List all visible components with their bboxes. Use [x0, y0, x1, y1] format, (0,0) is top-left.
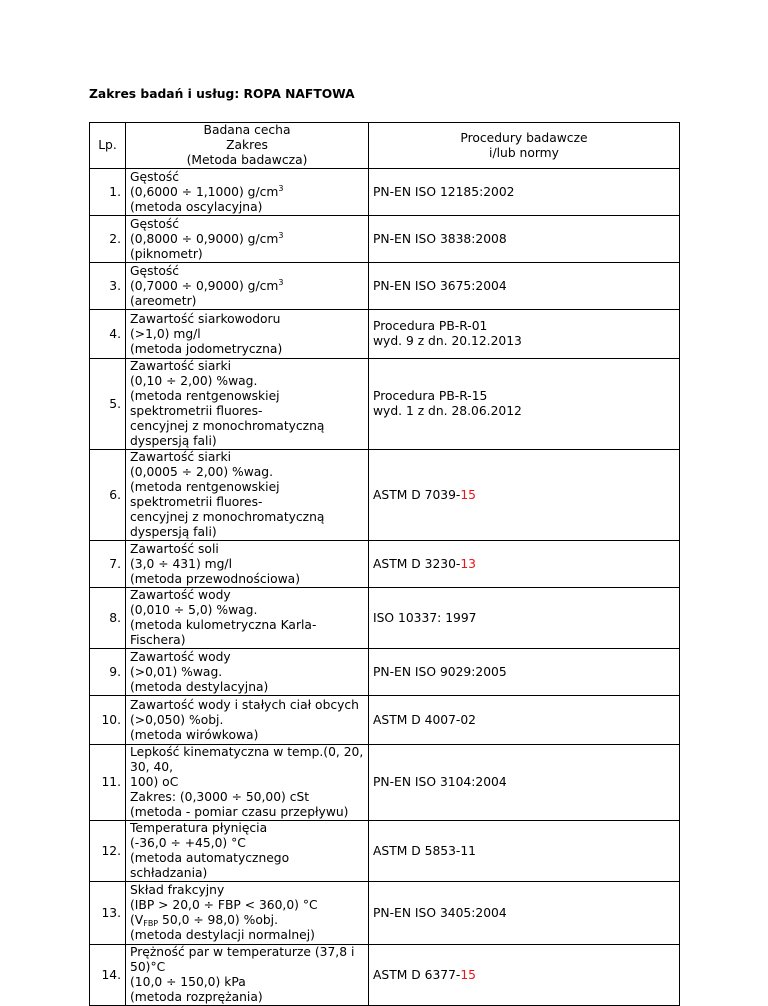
feature-line — [130, 185, 364, 200]
table-row — [90, 945, 680, 1006]
header-row — [90, 123, 680, 169]
feature-line: Zawartość siarkowodoru — [130, 311, 281, 326]
feature-line: (metoda rentgenowskiej spektrometrii fluores- — [130, 389, 280, 418]
feature-line: (metoda przewodnościowa) — [130, 571, 301, 586]
feature-line: Temperatura płynięcia — [130, 821, 268, 835]
row-procedure — [369, 821, 680, 882]
feature-line: (metoda destylacyjna) — [130, 679, 269, 694]
header-feature-line: Zakres — [226, 138, 268, 152]
feature-line: Gęstość — [130, 216, 180, 231]
feature-line: (0,10 ÷ 2,00) %wag. — [130, 374, 258, 388]
feature-text: (V — [130, 913, 144, 927]
header-procedure-line: Procedury badawcze — [460, 130, 588, 145]
feature-line: (metoda - pomiar czasu przepływu) — [130, 805, 349, 819]
feature-line: cencyjnej z monochromatyczną dyspersją fali) — [130, 419, 325, 448]
row-feature — [126, 649, 369, 696]
row-feature — [126, 882, 369, 945]
feature-line: Gęstość — [130, 169, 180, 184]
row-feature — [126, 821, 369, 882]
feature-line: Lepkość kinematyczna w temp.(0, 20, 30, 40, — [130, 745, 364, 774]
procedure-text: wyd. 9 z dn. 20.12.2013 — [373, 334, 522, 348]
scope-table — [89, 122, 680, 1006]
row-procedure — [369, 696, 680, 745]
feature-line: (>1,0) mg/l — [130, 326, 201, 341]
procedure-text: Procedura PB-R-15 — [373, 389, 488, 403]
row-number: 3. — [90, 263, 126, 310]
feature-line: Zawartość siarki — [130, 450, 231, 464]
feature-line: (metoda wirówkowa) — [130, 727, 259, 742]
revision-highlight: 13 — [460, 556, 477, 571]
page-title: Zakres badań i usług: ROPA NAFTOWA — [89, 87, 355, 101]
feature-line: (0,010 ÷ 5,0) %wag. — [130, 603, 258, 617]
row-number: 14. — [90, 945, 126, 1006]
row-number: 1. — [90, 169, 126, 216]
row-feature — [126, 588, 369, 649]
procedure-text: wyd. 1 z dn. 28.06.2012 — [373, 404, 522, 418]
row-procedure — [369, 588, 680, 649]
feature-line: (areometr) — [130, 293, 197, 308]
row-procedure — [369, 359, 680, 450]
feature-line — [130, 232, 364, 247]
feature-line: Zawartość wody — [130, 649, 231, 664]
header-procedure-line: i/lub normy — [489, 145, 559, 160]
feature-line: 100) oC — [130, 775, 179, 789]
feature-line: (metoda automatycznego schładzania) — [130, 851, 290, 880]
table-row — [90, 588, 680, 649]
procedure-text: ASTM D 6377- — [373, 967, 461, 982]
row-feature — [126, 745, 369, 821]
row-procedure — [369, 169, 680, 216]
feature-line: (>0,050) %obj. — [130, 712, 224, 727]
feature-text: (0,6000 ÷ 1,1000) g/cm — [130, 184, 279, 199]
row-procedure — [369, 263, 680, 310]
row-feature — [126, 696, 369, 745]
procedure-text: ASTM D 7039- — [373, 487, 461, 502]
row-procedure — [369, 450, 680, 541]
revision-highlight: 15 — [460, 967, 477, 982]
feature-line: (metoda kulometryczna Karla-Fischera) — [130, 618, 317, 647]
feature-line: (10,0 ÷ 150,0) kPa — [130, 975, 246, 989]
feature-line: (piknometr) — [130, 246, 203, 261]
row-procedure — [369, 541, 680, 588]
feature-line: (metoda destylacji normalnej) — [130, 928, 315, 942]
feature-line: Prężność par w temperaturze (37,8 i 50)°C — [130, 945, 355, 974]
feature-text: (0,7000 ÷ 0,9000) g/cm — [130, 278, 279, 293]
subscript: FBP — [143, 919, 159, 928]
row-number: 10. — [90, 696, 126, 745]
superscript: 3 — [278, 183, 284, 193]
row-number: 11. — [90, 745, 126, 821]
header-feature — [126, 123, 369, 169]
row-procedure — [369, 649, 680, 696]
table-row — [90, 541, 680, 588]
feature-line: (metoda rentgenowskiej spektrometrii fluores- — [130, 480, 280, 509]
row-number: 5. — [90, 359, 126, 450]
table-row — [90, 745, 680, 821]
table-row — [90, 696, 680, 745]
row-procedure — [369, 882, 680, 945]
table-row — [90, 310, 680, 359]
row-feature — [126, 169, 369, 216]
row-number: 6. — [90, 450, 126, 541]
procedure-text: PN-EN ISO 3838:2008 — [373, 231, 507, 246]
revision-highlight: 15 — [460, 487, 477, 502]
procedure-text: ASTM D 5853-11 — [373, 843, 477, 858]
header-procedure — [369, 123, 680, 169]
procedure-text: PN-EN ISO 12185:2002 — [373, 184, 515, 199]
row-number: 2. — [90, 216, 126, 263]
row-procedure — [369, 745, 680, 821]
procedure-text: PN-EN ISO 3675:2004 — [373, 278, 507, 293]
feature-line: (3,0 ÷ 431) mg/l — [130, 556, 232, 571]
feature-line: (metoda rozprężania) — [130, 990, 263, 1004]
feature-line: Zawartość siarki — [130, 359, 231, 373]
row-feature — [126, 541, 369, 588]
procedure-text: ASTM D 3230- — [373, 556, 461, 571]
table-row — [90, 821, 680, 882]
feature-line: cencyjnej z monochromatyczną dyspersją fali) — [130, 510, 325, 539]
row-feature — [126, 359, 369, 450]
feature-line: (metoda oscylacyjna) — [130, 199, 263, 214]
row-feature — [126, 310, 369, 359]
procedure-text: PN-EN ISO 3104:2004 — [373, 775, 507, 789]
row-feature — [126, 450, 369, 541]
row-procedure — [369, 945, 680, 1006]
feature-line: Gęstość — [130, 263, 180, 278]
feature-line: (-36,0 ÷ +45,0) °C — [130, 836, 246, 850]
row-number: 9. — [90, 649, 126, 696]
row-number: 13. — [90, 882, 126, 945]
superscript: 3 — [278, 277, 284, 287]
row-number: 8. — [90, 588, 126, 649]
feature-line: (>0,01) %wag. — [130, 664, 223, 679]
superscript: 3 — [278, 230, 284, 240]
row-procedure — [369, 216, 680, 263]
table-row — [90, 649, 680, 696]
feature-line — [130, 279, 364, 294]
table-row — [90, 882, 680, 945]
feature-line: Skład frakcyjny — [130, 883, 225, 897]
table-row — [90, 450, 680, 541]
feature-line: Zakres: (0,3000 ÷ 50,00) cSt — [130, 790, 310, 804]
row-feature — [126, 216, 369, 263]
row-procedure — [369, 310, 680, 359]
table-row — [90, 216, 680, 263]
procedure-text: PN-EN ISO 9029:2005 — [373, 664, 507, 679]
row-feature — [126, 945, 369, 1006]
row-number: 4. — [90, 310, 126, 359]
header-feature-line: (Metoda badawcza) — [186, 153, 308, 167]
header-lp: Lp. — [90, 123, 126, 169]
feature-line: Zawartość soli — [130, 541, 219, 556]
header-feature-line: Badana cecha — [203, 123, 291, 137]
feature-line — [130, 913, 364, 928]
procedure-text: PN-EN ISO 3405:2004 — [373, 905, 507, 920]
feature-line: Zawartość wody i stałych ciał obcych — [130, 697, 359, 712]
row-number: 12. — [90, 821, 126, 882]
feature-line: (0,0005 ÷ 2,00) %wag. — [130, 465, 274, 479]
feature-line: (IBP > 20,0 ÷ FBP < 360,0) °C — [130, 898, 318, 912]
table-row — [90, 263, 680, 310]
row-feature — [126, 263, 369, 310]
procedure-text: ISO 10337: 1997 — [373, 610, 477, 625]
row-number: 7. — [90, 541, 126, 588]
feature-text: 50,0 ÷ 98,0) %obj. — [158, 913, 278, 927]
table-row — [90, 169, 680, 216]
feature-line: (metoda jodometryczna) — [130, 341, 283, 356]
feature-text: (0,8000 ÷ 0,9000) g/cm — [130, 231, 279, 246]
feature-line: Zawartość wody — [130, 588, 231, 602]
table-row — [90, 359, 680, 450]
procedure-text: Procedura PB-R-01 — [373, 319, 488, 333]
procedure-text: ASTM D 4007-02 — [373, 712, 477, 727]
